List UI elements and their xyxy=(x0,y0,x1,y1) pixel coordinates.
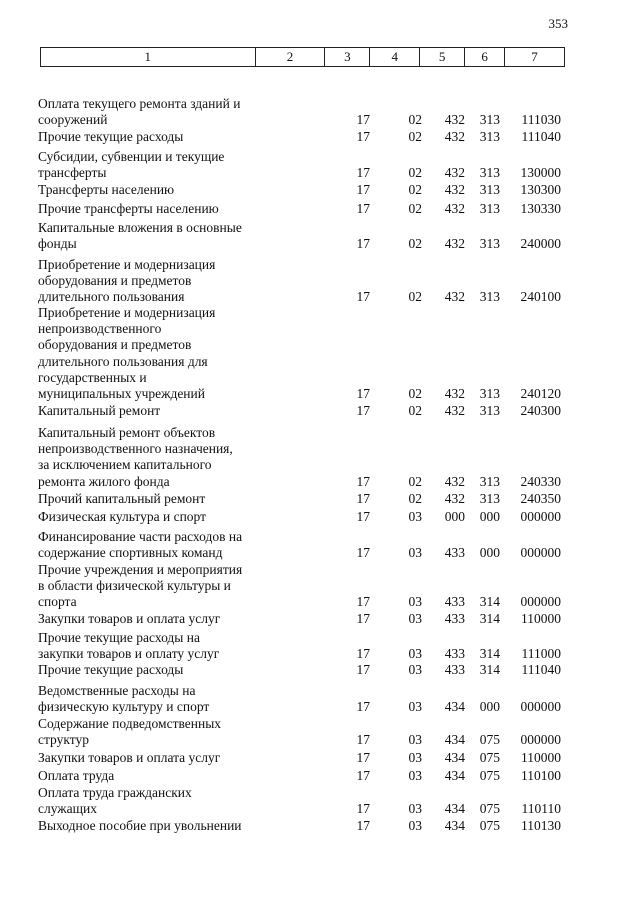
cell-col-5: 432 xyxy=(444,289,465,305)
cell-col-5: 434 xyxy=(444,732,465,748)
row-label-line: фонды xyxy=(38,236,77,252)
page-number: 353 xyxy=(548,16,568,31)
cell-col-7: 000000 xyxy=(520,732,561,748)
cell-col-4: 02 xyxy=(408,386,422,401)
column-header-6: 6 xyxy=(465,48,505,67)
cell-col-3: 17 xyxy=(356,646,370,662)
row-label-line: муниципальных учреждений xyxy=(38,386,205,402)
cell-col-3: 17 xyxy=(356,732,370,748)
cell-col-7: 110000 xyxy=(521,611,561,626)
cell-col-4: 02 xyxy=(408,289,422,305)
cell-col-3: 17 xyxy=(356,201,370,216)
cell-col-6: 313 xyxy=(479,201,500,216)
cell-col-7: 110000 xyxy=(521,750,561,765)
row-label-line: Прочие трансферты населению xyxy=(38,201,219,216)
row-label-line: Оплата труда гражданских xyxy=(38,785,192,800)
cell-col-4: 02 xyxy=(408,165,422,181)
cell-col-5: 433 xyxy=(444,594,465,610)
cell-col-4: 02 xyxy=(408,403,422,418)
row-label xyxy=(38,562,263,611)
cell-col-7: 000000 xyxy=(520,509,561,524)
row-label xyxy=(38,220,263,252)
cell-col-6: 314 xyxy=(479,594,500,610)
cell-col-6: 314 xyxy=(479,662,500,677)
cell-col-5: 432 xyxy=(444,491,465,506)
row-label-line: физическую культуру и спорт xyxy=(38,699,210,715)
cell-col-6: 075 xyxy=(479,801,500,817)
row-label-line: государственных и xyxy=(38,369,147,385)
cell-col-7: 000000 xyxy=(520,594,561,610)
cell-col-5: 432 xyxy=(444,165,465,181)
row-label-line: непроизводственного назначения, xyxy=(38,441,233,457)
row-label-line: длительного пользования xyxy=(38,289,185,305)
cell-col-3: 17 xyxy=(356,768,370,783)
cell-col-7: 240300 xyxy=(520,403,561,418)
cell-col-6: 075 xyxy=(479,750,500,765)
row-label-line: Прочие учреждения и мероприятия xyxy=(38,562,243,577)
row-label-line: Приобретение и модернизация xyxy=(38,257,216,272)
row-label-line: сооружений xyxy=(38,112,108,128)
cell-col-3: 17 xyxy=(356,818,370,833)
cell-col-5: 434 xyxy=(444,699,465,715)
cell-col-7: 130330 xyxy=(520,201,561,216)
row-label-line: структур xyxy=(38,732,89,748)
cell-col-4: 03 xyxy=(408,818,422,833)
row-label-line: трансферты xyxy=(38,165,107,181)
cell-col-5: 000 xyxy=(444,509,465,524)
row-label-line: закупки товаров и оплату услуг xyxy=(38,646,220,662)
cell-col-6: 000 xyxy=(479,509,500,524)
row-label xyxy=(38,96,263,128)
row-label-line: Ведомственные расходы на xyxy=(38,683,196,698)
cell-col-5: 434 xyxy=(444,818,465,833)
cell-col-3: 17 xyxy=(356,594,370,610)
row-label-line: Прочие текущие расходы на xyxy=(38,630,200,645)
cell-col-6: 313 xyxy=(479,182,500,197)
column-header-2: 2 xyxy=(255,48,325,67)
row-label xyxy=(38,750,263,766)
row-label-line: Капитальный ремонт xyxy=(38,403,161,418)
cell-col-3: 17 xyxy=(356,165,370,181)
cell-col-3: 17 xyxy=(356,611,370,626)
cell-col-4: 03 xyxy=(408,545,422,561)
cell-col-5: 432 xyxy=(444,201,465,216)
cell-col-3: 17 xyxy=(356,662,370,677)
row-label xyxy=(38,818,263,834)
row-label-line: длительного пользования для xyxy=(38,353,208,369)
cell-col-5: 433 xyxy=(444,662,465,677)
cell-col-4: 03 xyxy=(408,699,422,715)
row-label-line: Закупки товаров и оплата услуг xyxy=(38,750,221,765)
cell-col-5: 432 xyxy=(444,236,465,252)
cell-col-6: 313 xyxy=(479,491,500,506)
cell-col-4: 02 xyxy=(408,491,422,506)
cell-col-4: 02 xyxy=(408,201,422,216)
cell-col-5: 432 xyxy=(444,182,465,197)
row-label-line: в области физической культуры и xyxy=(38,578,231,594)
cell-col-3: 17 xyxy=(356,473,370,489)
row-label xyxy=(38,425,263,490)
row-label-line: Приобретение и модернизация xyxy=(38,305,216,320)
row-label xyxy=(38,182,263,198)
row-label xyxy=(38,149,263,181)
row-label xyxy=(38,257,263,306)
cell-col-7: 110100 xyxy=(521,768,561,783)
cell-col-7: 240350 xyxy=(520,491,561,506)
cell-col-4: 02 xyxy=(408,112,422,128)
cell-col-4: 03 xyxy=(408,750,422,765)
cell-col-3: 17 xyxy=(356,236,370,252)
row-label xyxy=(38,491,263,507)
cell-col-3: 17 xyxy=(356,491,370,506)
row-label-line: Прочий капитальный ремонт xyxy=(38,491,206,506)
cell-col-6: 313 xyxy=(479,386,500,401)
column-header-4: 4 xyxy=(370,48,420,67)
cell-col-5: 432 xyxy=(444,129,465,144)
cell-col-6: 000 xyxy=(479,545,500,561)
cell-col-7: 111030 xyxy=(521,112,561,128)
row-label-line: Оплата труда xyxy=(38,768,115,783)
cell-col-7: 240100 xyxy=(520,289,561,305)
row-label-line: за исключением капитального xyxy=(38,457,212,473)
cell-col-7: 110110 xyxy=(521,801,561,817)
row-label xyxy=(38,662,263,678)
cell-col-5: 434 xyxy=(444,750,465,765)
cell-col-3: 17 xyxy=(356,129,370,144)
cell-col-6: 075 xyxy=(479,768,500,783)
cell-col-4: 03 xyxy=(408,646,422,662)
cell-col-3: 17 xyxy=(356,801,370,817)
cell-col-6: 313 xyxy=(479,129,500,144)
column-header-1: 1 xyxy=(41,48,256,67)
cell-col-4: 02 xyxy=(408,129,422,144)
row-label-line: Прочие текущие расходы xyxy=(38,662,184,677)
cell-col-5: 434 xyxy=(444,801,465,817)
row-label-line: содержание спортивных команд xyxy=(38,545,223,561)
row-label-line: Субсидии, субвенции и текущие xyxy=(38,149,225,164)
row-label xyxy=(38,201,263,217)
cell-col-5: 432 xyxy=(444,473,465,489)
column-header-5: 5 xyxy=(420,48,465,67)
row-label xyxy=(38,129,263,145)
cell-col-7: 240330 xyxy=(520,473,561,489)
row-label xyxy=(38,768,263,784)
cell-col-3: 17 xyxy=(356,112,370,128)
row-label-line: Выходное пособие при увольнении xyxy=(38,818,242,833)
cell-col-7: 110130 xyxy=(521,818,561,833)
cell-col-6: 313 xyxy=(479,112,500,128)
row-label-line: оборудования и предметов xyxy=(38,273,192,289)
cell-col-4: 02 xyxy=(408,473,422,489)
cell-col-7: 240000 xyxy=(520,236,561,252)
row-label xyxy=(38,509,263,525)
cell-col-3: 17 xyxy=(356,289,370,305)
cell-col-7: 130000 xyxy=(520,165,561,181)
cell-col-5: 432 xyxy=(444,112,465,128)
row-label-line: оборудования и предметов xyxy=(38,337,192,353)
cell-col-6: 000 xyxy=(479,699,500,715)
cell-col-4: 03 xyxy=(408,801,422,817)
row-label xyxy=(38,611,263,627)
cell-col-3: 17 xyxy=(356,750,370,765)
cell-col-6: 075 xyxy=(479,732,500,748)
row-label-line: Капитальные вложения в основные xyxy=(38,220,242,235)
cell-col-7: 130300 xyxy=(520,182,561,197)
cell-col-6: 075 xyxy=(479,818,500,833)
cell-col-6: 314 xyxy=(479,611,500,626)
row-label xyxy=(38,529,263,561)
row-label-line: Трансферты населению xyxy=(38,182,175,197)
cell-col-4: 03 xyxy=(408,732,422,748)
cell-col-4: 03 xyxy=(408,611,422,626)
cell-col-4: 03 xyxy=(408,662,422,677)
row-label xyxy=(38,683,263,715)
cell-col-5: 432 xyxy=(444,386,465,401)
cell-col-7: 000000 xyxy=(520,699,561,715)
row-label-line: Содержание подведомственных xyxy=(38,716,222,731)
row-label-line: ремонта жилого фонда xyxy=(38,473,170,489)
row-label-line: Закупки товаров и оплата услуг xyxy=(38,611,221,626)
cell-col-6: 313 xyxy=(479,236,500,252)
cell-col-5: 433 xyxy=(444,545,465,561)
cell-col-3: 17 xyxy=(356,545,370,561)
column-header-3: 3 xyxy=(325,48,370,67)
row-label-line: Капитальный ремонт объектов xyxy=(38,425,216,440)
row-label-line: Физическая культура и спорт xyxy=(38,509,207,524)
row-label-line: спорта xyxy=(38,594,77,610)
row-label-line: Прочие текущие расходы xyxy=(38,129,184,144)
cell-col-3: 17 xyxy=(356,182,370,197)
cell-col-5: 432 xyxy=(444,403,465,418)
cell-col-6: 314 xyxy=(479,646,500,662)
cell-col-4: 03 xyxy=(408,594,422,610)
cell-col-4: 02 xyxy=(408,182,422,197)
cell-col-4: 03 xyxy=(408,768,422,783)
cell-col-7: 111000 xyxy=(521,646,561,662)
row-label xyxy=(38,403,263,419)
column-header-7: 7 xyxy=(505,48,565,67)
cell-col-6: 313 xyxy=(479,403,500,418)
cell-col-3: 17 xyxy=(356,403,370,418)
row-label xyxy=(38,305,263,402)
cell-col-6: 313 xyxy=(479,289,500,305)
row-label-line: Финансирование части расходов на xyxy=(38,529,243,544)
row-label xyxy=(38,630,263,662)
cell-col-7: 111040 xyxy=(521,129,561,144)
cell-col-7: 111040 xyxy=(521,662,561,677)
cell-col-3: 17 xyxy=(356,699,370,715)
row-label xyxy=(38,785,263,817)
cell-col-7: 000000 xyxy=(520,545,561,561)
row-label-line: Оплата текущего ремонта зданий и xyxy=(38,96,241,111)
cell-col-4: 03 xyxy=(408,509,422,524)
row-label-line: непроизводственного xyxy=(38,321,162,337)
cell-col-5: 433 xyxy=(444,611,465,626)
row-label-line: служащих xyxy=(38,801,97,817)
cell-col-3: 17 xyxy=(356,386,370,401)
cell-col-6: 313 xyxy=(479,165,500,181)
cell-col-5: 434 xyxy=(444,768,465,783)
row-label xyxy=(38,716,263,748)
cell-col-6: 313 xyxy=(479,473,500,489)
cell-col-4: 02 xyxy=(408,236,422,252)
cell-col-5: 433 xyxy=(444,646,465,662)
cell-col-3: 17 xyxy=(356,509,370,524)
cell-col-7: 240120 xyxy=(520,386,561,401)
